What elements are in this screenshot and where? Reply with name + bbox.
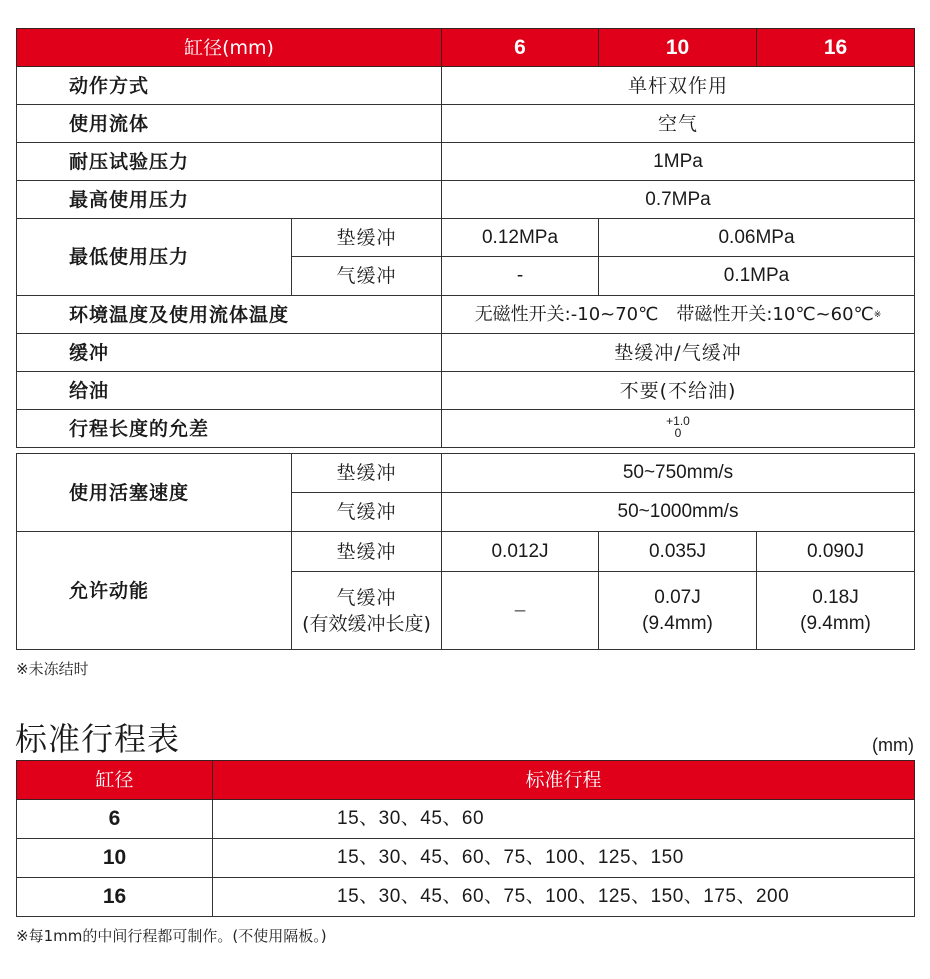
stroke-header-row: [17, 761, 915, 800]
action-value: 单杆双作用: [442, 67, 915, 105]
row-cushion: [17, 334, 915, 372]
stroke-footnote: ※每1mm的中间行程都可制作。(不使用隔板。): [16, 927, 327, 945]
stroke-row-values: 15、30、45、60: [213, 800, 915, 839]
bore-6-header: 6: [442, 29, 599, 67]
row-temperature: [17, 296, 915, 334]
piston-speed-air-value: 50~1000mm/s: [442, 493, 915, 532]
tolerance-upper: +1.0: [666, 414, 690, 428]
energy-air-bore16: [757, 572, 915, 650]
energy-air-bore10-length: (9.4mm): [642, 612, 713, 634]
temperature-value: 无磁性开关:-10~70℃ 带磁性开关:10℃~60℃: [474, 303, 874, 325]
cushion-value: 垫缓冲/气缓冲: [442, 334, 915, 372]
row-lubrication: [17, 372, 915, 410]
kinetic-energy-label: 允许动能: [17, 532, 292, 650]
row-min-pressure-rubber: [17, 219, 915, 257]
stroke-row-bore: 6: [17, 800, 213, 839]
bore-16-header: 16: [757, 29, 915, 67]
energy-air-bore10-value: 0.07J: [654, 586, 701, 608]
freeze-footnote: ※未冻结时: [16, 660, 89, 678]
min-pressure-air-label: 气缓冲: [292, 257, 442, 296]
temperature-cell: [442, 296, 915, 334]
temperature-label: 环境温度及使用流体温度: [17, 296, 442, 334]
energy-rubber-bore10: 0.035J: [599, 532, 757, 572]
max-pressure-value: 0.7MPa: [442, 181, 915, 219]
energy-rubber-bore6: 0.012J: [442, 532, 599, 572]
min-pressure-air-bore6: -: [442, 257, 599, 296]
energy-air-label-line2: (有效缓冲长度): [302, 612, 431, 635]
piston-speed-air-label: 气缓冲: [292, 493, 442, 532]
stroke-tolerance-label: 行程长度的允差: [17, 410, 442, 448]
bore-header-label: 缸径(mm): [17, 29, 442, 67]
stroke-section-title: 标准行程表: [15, 720, 181, 758]
speed-energy-table: [16, 453, 915, 650]
bore-10-header: 10: [599, 29, 757, 67]
stroke-table: [16, 760, 915, 917]
stroke-row-values: 15、30、45、60、75、100、125、150、175、200: [213, 878, 915, 917]
row-proof-pressure: [17, 143, 915, 181]
energy-rubber-bore16: 0.090J: [757, 532, 915, 572]
piston-speed-rubber-label: 垫缓冲: [292, 454, 442, 493]
stroke-row: [17, 878, 915, 917]
stroke-row-values: 15、30、45、60、75、100、125、150: [213, 839, 915, 878]
row-energy-rubber: [17, 532, 915, 572]
stroke-tolerance-value: [442, 410, 915, 448]
piston-speed-label: 使用活塞速度: [17, 454, 292, 532]
tolerance-stack: [666, 415, 690, 439]
energy-air-bore10: [599, 572, 757, 650]
proof-pressure-label: 耐压试验压力: [17, 143, 442, 181]
tolerance-lower: 0: [674, 426, 682, 440]
stroke-row: [17, 800, 915, 839]
stroke-row: [17, 839, 915, 878]
row-fluid: [17, 105, 915, 143]
min-pressure-label: 最低使用压力: [17, 219, 292, 296]
row-action: [17, 67, 915, 105]
note-mark: ※: [873, 309, 882, 320]
min-pressure-rubber-bore6: 0.12MPa: [442, 219, 599, 257]
max-pressure-label: 最高使用压力: [17, 181, 442, 219]
piston-speed-rubber-value: 50~750mm/s: [442, 454, 915, 493]
lubrication-value: 不要(不给油): [442, 372, 915, 410]
proof-pressure-value: 1MPa: [442, 143, 915, 181]
stroke-row-bore: 10: [17, 839, 213, 878]
row-max-pressure: [17, 181, 915, 219]
lubrication-label: 给油: [17, 372, 442, 410]
energy-air-label: [292, 572, 442, 650]
stroke-unit-label: (mm): [872, 735, 914, 755]
stroke-row-bore: 16: [17, 878, 213, 917]
fluid-value: 空气: [442, 105, 915, 143]
energy-air-label-line1: 气缓冲: [336, 586, 397, 609]
energy-air-bore16-value: 0.18J: [812, 586, 859, 608]
min-pressure-rubber-label: 垫缓冲: [292, 219, 442, 257]
fluid-label: 使用流体: [17, 105, 442, 143]
cushion-label: 缓冲: [17, 334, 442, 372]
min-pressure-rubber-bore10-16: 0.06MPa: [599, 219, 915, 257]
action-label: 动作方式: [17, 67, 442, 105]
spec-header-row: [17, 29, 915, 67]
row-speed-rubber: [17, 454, 915, 493]
energy-air-bore16-length: (9.4mm): [800, 612, 871, 634]
spec-table: [16, 28, 915, 448]
energy-air-bore6: –: [442, 572, 599, 650]
energy-rubber-label: 垫缓冲: [292, 532, 442, 572]
row-stroke-tolerance: [17, 410, 915, 448]
stroke-bore-header: 缸径: [17, 761, 213, 800]
stroke-stroke-header: 标准行程: [213, 761, 915, 800]
min-pressure-air-bore10-16: 0.1MPa: [599, 257, 915, 296]
